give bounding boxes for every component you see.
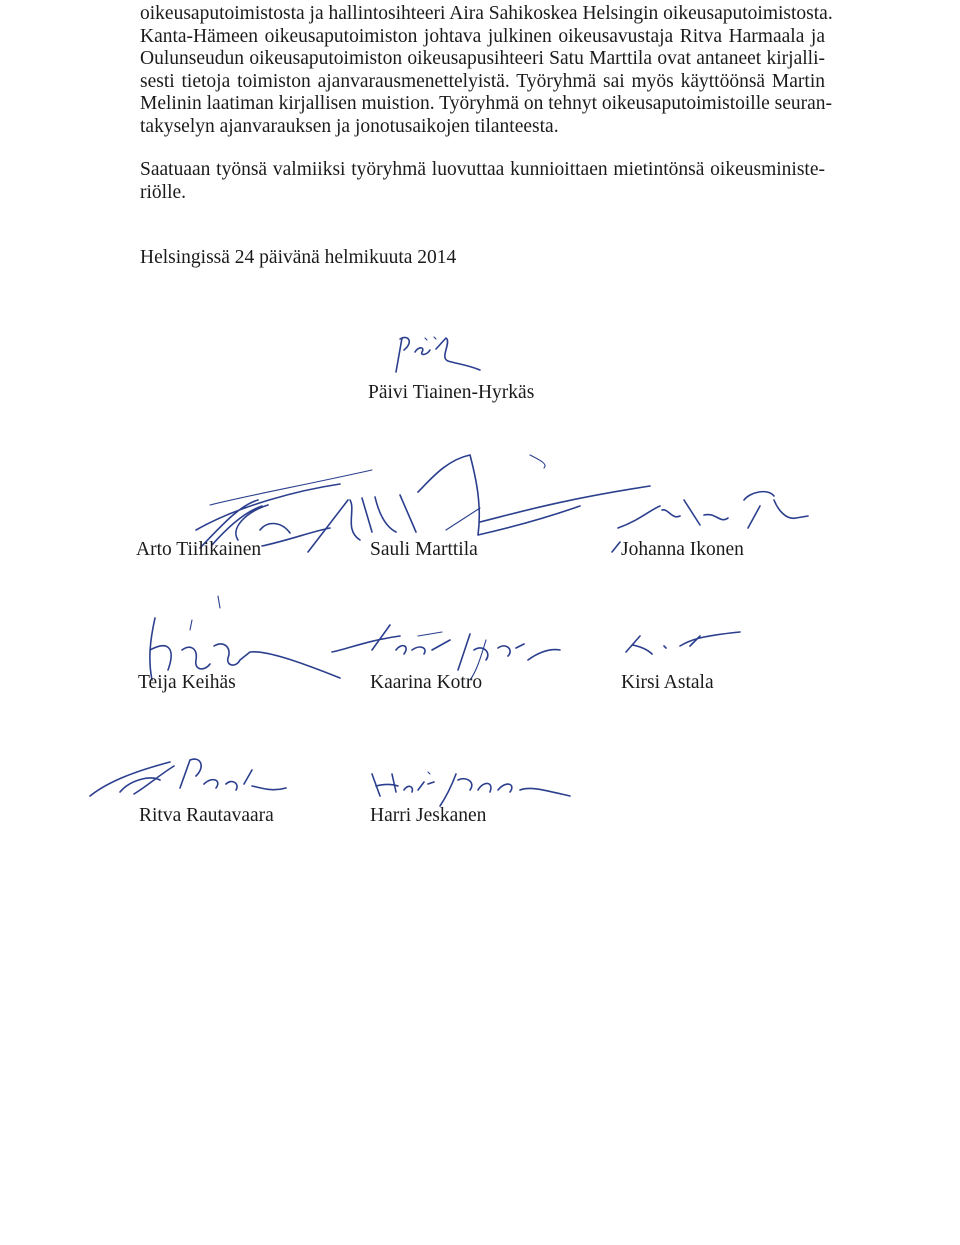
signature-chair [396, 337, 480, 372]
signatory-chair: Päivi Tiainen-Hyrkäs [368, 382, 535, 403]
place-date: Helsingissä 24 päivänä helmikuuta 2014 [140, 247, 457, 268]
text-line: Kanta-Hämeen oikeusaputoimiston johtava julkinen oikeusavustaja Ritva Harmaala ja [140, 25, 825, 47]
signature-row2-col3 [626, 632, 740, 654]
text-line: Saatuaan työnsä valmiiksi työryhmä luovuttaa kunnioittaen mietintönsä oikeusministe- [140, 159, 825, 180]
text-line: Melinin laatiman kirjallisen muistion. Työryhmä on tehnyt oikeusaputoimistoille seuran- [140, 93, 833, 115]
text-line: Oulunseudun oikeusaputoimiston oikeusapusihteeri Satu Marttila ovat antaneet kirjalli- [140, 48, 825, 70]
signatory-row3-col1: Ritva Rautavaara [139, 805, 274, 826]
signatory-row2-col1: Teija Keihäs [138, 672, 236, 693]
signature-row3-col1 [90, 759, 286, 796]
text-line: takyselyn ajanvarauksen ja jonotusaikojen tilanteesta. [140, 115, 559, 137]
signature-row3-col2 [372, 772, 570, 806]
text-line: sesti tietoja toimiston ajanvarausmenettelyistä. Työryhmä sai myös käyttöönsä Martin [140, 70, 825, 92]
body-paragraph-2 [140, 159, 825, 204]
signatory-row1-col3: Johanna Ikonen [621, 539, 744, 560]
signatory-row1-col2: Sauli Marttila [370, 539, 478, 560]
signatory-row1-col1: Arto Tiilikainen [136, 539, 262, 560]
text-line: riölle. [140, 181, 187, 203]
signatory-row2-col3: Kirsi Astala [621, 672, 714, 693]
body-paragraph-1 [140, 3, 833, 139]
signature-row1-col2 [308, 455, 650, 552]
signatory-row2-col2: Kaarina Kotro [370, 672, 483, 693]
signatory-row3-col2: Harri Jeskanen [370, 805, 487, 826]
signature-row2-col1 [150, 596, 340, 680]
signature-row1-col1 [196, 470, 372, 548]
text-line: oikeusaputoimistosta ja hallintosihteeri Aira Sahikoskea Helsingin oikeusaputoimistosta. [140, 3, 833, 24]
